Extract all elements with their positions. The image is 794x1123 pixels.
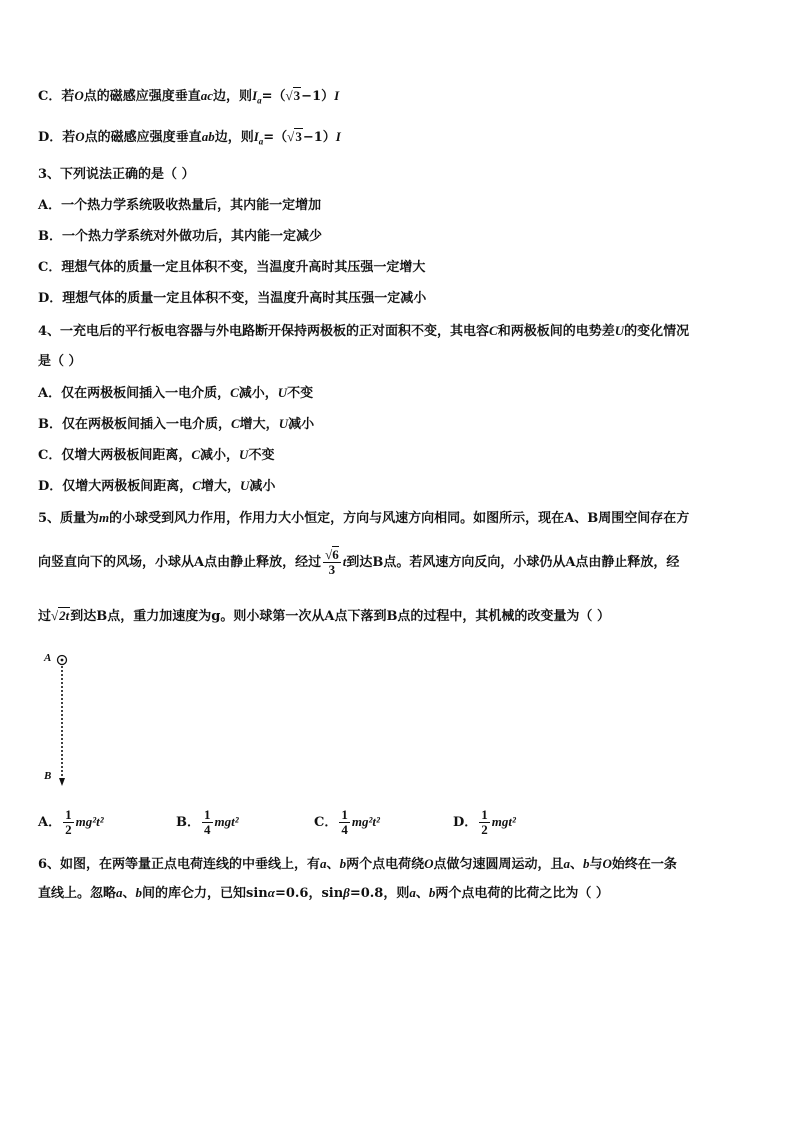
q3-stem: 3、下列说法正确的是（ ） [38,167,195,182]
q4-stem-b: 和两极板间的电势差 [497,324,615,339]
q6-line1: 6、如图，在两等量正点电荷连线的中垂线上，有a、b两个点电荷绕O点做匀速圆周运动，且a、b与O始终在一条 [38,856,677,872]
q5-line3: 过√2t到达B点，重力加速度为g。则小球第一次从A点下落到B点的过程中，其机械的改变量为（ ） [38,608,610,624]
q2d-prefix: D．若 [38,130,76,145]
q2c-prefix: C．若 [38,89,75,104]
q5-line2: 向竖直向下的风场，小球从A点由静止释放，经过 $\frac{√6}{3}$ t到达B点。若风速方向反向，小球仍从A点由静止释放，经 [38,547,680,577]
q5-line1: 5、质量为m的小球受到风力作用，作用力大小恒定，方向与风速方向相同。如图所示，现在A、B周围空间存在方 [38,510,690,526]
q2d-O: O [75,129,85,144]
q2-option-d [38,129,341,150]
q3-option-d: D．理想气体的质量一定且体积不变，当温度升高时其压强一定减小 [38,291,427,306]
q4-stem-c: 的变化情况 [624,324,690,339]
q2-option-c [38,88,339,109]
q5-choice-d: D． $\frac{1}{2}$ mgt² [453,807,516,837]
q4-option-b: B．仅在两极板间插入一电介质，C增大，U减小 [38,416,315,432]
q2d-I: I [253,129,259,144]
q2c-sqrt: √3 [285,88,301,103]
q2c-I2: I [334,88,340,103]
q2c-O: O [74,88,84,103]
q5-choice-a: A． $\frac{1}{2}$ mg²t² [38,807,104,837]
wind-field-arrow-icon [54,652,78,792]
q3-option-b: B．一个热力学系统对外做功后，其内能一定减少 [38,229,322,244]
q2c-tail: 边，则 [213,89,253,104]
q4-stem-a: 4、一充电后的平行板电容器与外电路断开保持两极板的正对面积不变，其电容 [38,324,490,339]
q2d-sqrt: √3 [287,129,302,144]
q5-figure [44,652,84,792]
q5-m: m [99,510,110,525]
point-a-label: A [44,652,52,664]
q5-choice-b: B． $\frac{1}{4}$ mgt² [176,807,239,837]
q5-choice-c: C． $\frac{1}{4}$ mg²t² [314,807,380,837]
q5-t: t [342,554,347,569]
q2c-sub-a: a [257,95,262,106]
q2c-minus: −1） [301,89,335,104]
q3-option-c: C．理想气体的质量一定且体积不变，当温度升高时其压强一定增大 [38,260,426,275]
q5-sqrt-2t: √2t [51,608,70,623]
point-b-label: B [44,770,52,782]
q2c-eq: =（ [261,89,286,104]
q4-stem-line2: 是（ ） [38,354,82,369]
q2d-eq: =（ [263,130,288,145]
q2d-I2: I [335,129,341,144]
q3-option-a: A．一个热力学系统吸收热量后，其内能一定增加 [38,198,322,213]
q2c-mid: 点的磁感应强度垂直 [83,89,201,104]
q4-option-a: A．仅在两极板间插入一电介质，C减小，U不变 [38,385,314,401]
q2c-edge: ac [200,88,214,103]
q5-fraction-sqrt6-over-3: $\frac{√6}{3}$ [325,547,339,577]
q2d-minus: −1） [302,130,336,145]
q6-line2: 直线上。忽略a、b间的库仑力，已知sinα=0.6，sinβ=0.8，则a、b两个点电荷的比荷之比为（ ） [38,885,609,901]
q2d-tail: 边，则 [214,130,254,145]
q4-option-d: D．仅增大两极板间距离，C增大，U减小 [38,478,276,494]
q2d-mid: 点的磁感应强度垂直 [84,130,202,145]
q4-C: C [489,323,498,338]
q2c-I: I [252,88,258,103]
q2d-sub-a: a [258,136,264,147]
q4-stem-line1 [38,323,689,340]
q4-U: U [614,323,625,338]
q4-option-c: C．仅增大两极板间距离，C减小，U不变 [38,447,275,463]
q2d-edge: ab [201,129,215,144]
